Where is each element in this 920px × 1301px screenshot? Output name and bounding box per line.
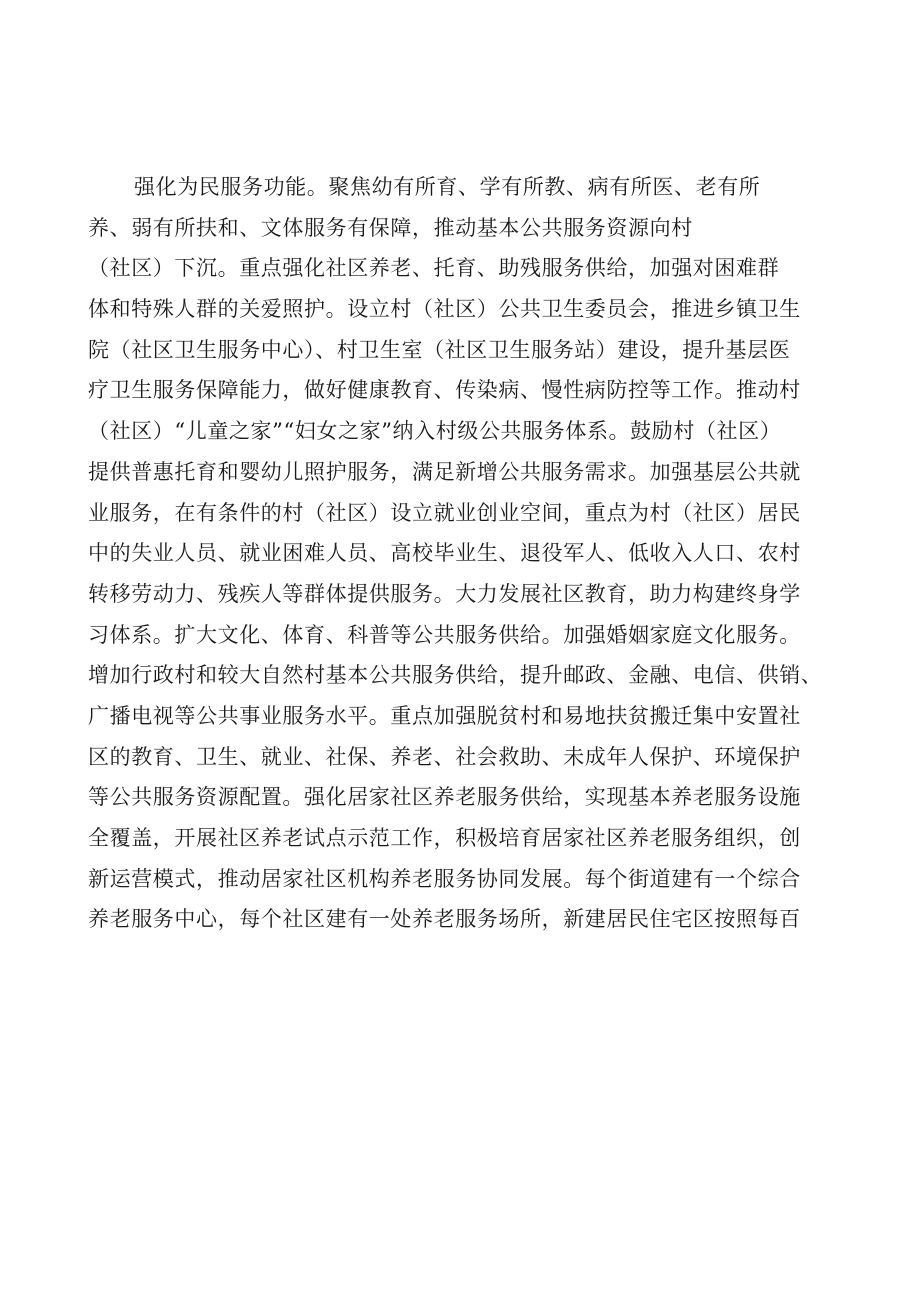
paragraph-line: 养、弱有所扶和、文体服务有保障，推动基本公共服务资源向村	[88, 215, 693, 240]
paragraph-line: 等公共服务资源配置。强化居家社区养老服务供给，实现基本养老服务设施	[88, 785, 801, 810]
paragraph-line: 广播电视等公共事业服务水平。重点加强脱贫村和易地扶贫搬迁集中安置社	[88, 703, 801, 728]
paragraph-line: 强化为民服务功能。聚焦幼有所育、学有所教、病有所医、老有所	[134, 175, 761, 199]
paragraph-line: 增加行政村和较大自然村基本公共服务供给，提升邮政、金融、电信、供销、	[88, 663, 823, 688]
paragraph-line: 养老服务中心，每个社区建有一处养老服务场所，新建居民住宅区按照每百	[88, 907, 801, 932]
paragraph-line: （社区）“儿童之家”“妇女之家”纳入村级公共服务体系。鼓励村（社区）	[88, 419, 782, 444]
paragraph-line: 中的失业人员、就业困难人员、高校毕业生、退役军人、低收入人口、农村	[88, 541, 801, 566]
paragraph-line: 提供普惠托育和婴幼儿照护服务，满足新增公共服务需求。加强基层公共就	[88, 459, 801, 484]
paragraph-line: 新运营模式，推动居家社区机构养老服务协同发展。每个街道建有一个综合	[88, 866, 801, 891]
paragraph-line: 习体系。扩大文化、体育、科普等公共服务供给。加强婚姻家庭文化服务。	[88, 622, 801, 647]
paragraph-line: 转移劳动力、残疾人等群体提供服务。大力发展社区教育，助力构建终身学	[88, 581, 801, 606]
paragraph-line: 疗卫生服务保障能力，做好健康教育、传染病、慢性病防控等工作。推动村	[88, 378, 801, 403]
paragraph-line: 院（社区卫生服务中心）、村卫生室（社区卫生服务站）建设，提升基层医	[88, 337, 791, 362]
paragraph-line: 区的教育、卫生、就业、社保、养老、社会救助、未成年人保护、环境保护	[88, 744, 801, 769]
paragraph-line: 业服务，在有条件的村（社区）设立就业创业空间，重点为村（社区）居民	[88, 500, 801, 525]
paragraph-line: 全覆盖，开展社区养老试点示范工作，积极培育居家社区养老服务组织，创	[88, 826, 801, 850]
paragraph-line: 体和特殊人群的关爱照护。设立村（社区）公共卫生委员会，推进乡镇卫生	[88, 297, 801, 322]
body-paragraph	[88, 167, 848, 940]
paragraph-line: （社区）下沉。重点强化社区养老、托育、助残服务供给，加强对困难群	[88, 256, 780, 281]
